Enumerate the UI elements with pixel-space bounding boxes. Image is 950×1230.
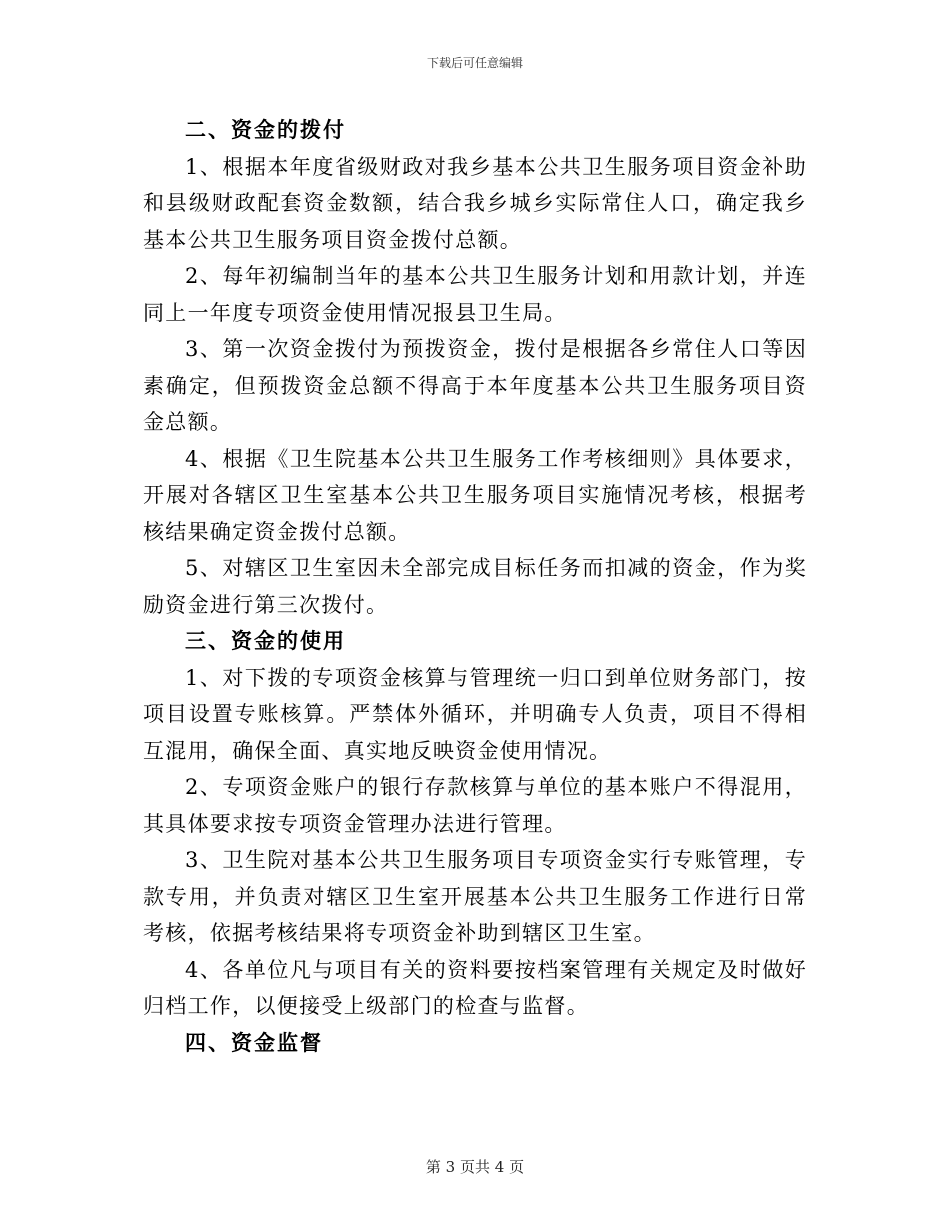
paragraph: 1、对下拨的专项资金核算与管理统一归口到单位财务部门，按项目设置专账核算。严禁体外循环，并明确专人负责，项目不得相互混用，确保全面、真实地反映资金使用情况。 — [143, 665, 807, 763]
paragraph: 4、根据《卫生院基本公共卫生服务工作考核细则》具体要求，开展对各辖区卫生室基本公共卫生服务项目实施情况考核，根据考核结果确定资金拨付总额。 — [143, 446, 807, 544]
paragraph: 5、对辖区卫生室因未全部完成目标任务而扣减的资金，作为奖励资金进行第三次拨付。 — [143, 556, 807, 617]
section-heading-usage: 三、资金的使用 — [185, 629, 346, 653]
paragraph: 3、卫生院对基本公共卫生服务项目专项资金实行专账管理，专款专用，并负责对辖区卫生室开展基本公共卫生服务工作进行日常考核，依据考核结果将专项资金补助到辖区卫生室。 — [143, 848, 807, 945]
paragraph: 1、根据本年度省级财政对我乡基本公共卫生服务项目资金补助和县级财政配套资金数额，结合我乡城乡实际常住人口，确定我乡基本公共卫生服务项目资金拨付总额。 — [143, 154, 807, 252]
page-footer: 第 3 页共 4 页 — [425, 1158, 525, 1176]
paragraph: 2、每年初编制当年的基本公共卫生服务计划和用款计划，并连同上一年度专项资金使用情况报县卫生局。 — [143, 264, 807, 325]
section-heading-supervision: 四、资金监督 — [185, 1030, 323, 1055]
paragraph: 2、专项资金账户的银行存款核算与单位的基本账户不得混用，其具体要求按专项资金管理办法进行管理。 — [143, 775, 807, 836]
document-body — [143, 112, 807, 1061]
page-header: 下载后可任意编辑 — [426, 56, 523, 70]
paragraph: 4、各单位凡与项目有关的资料要按档案管理有关规定及时做好归档工作，以便接受上级部门的检查与监督。 — [143, 957, 807, 1018]
paragraph: 3、第一次资金拨付为预拨资金，拨付是根据各乡常住人口等因素确定，但预拨资金总额不得高于本年度基本公共卫生服务项目资金总额。 — [143, 337, 807, 434]
section-heading-allocation: 二、资金的拨付 — [185, 118, 346, 142]
